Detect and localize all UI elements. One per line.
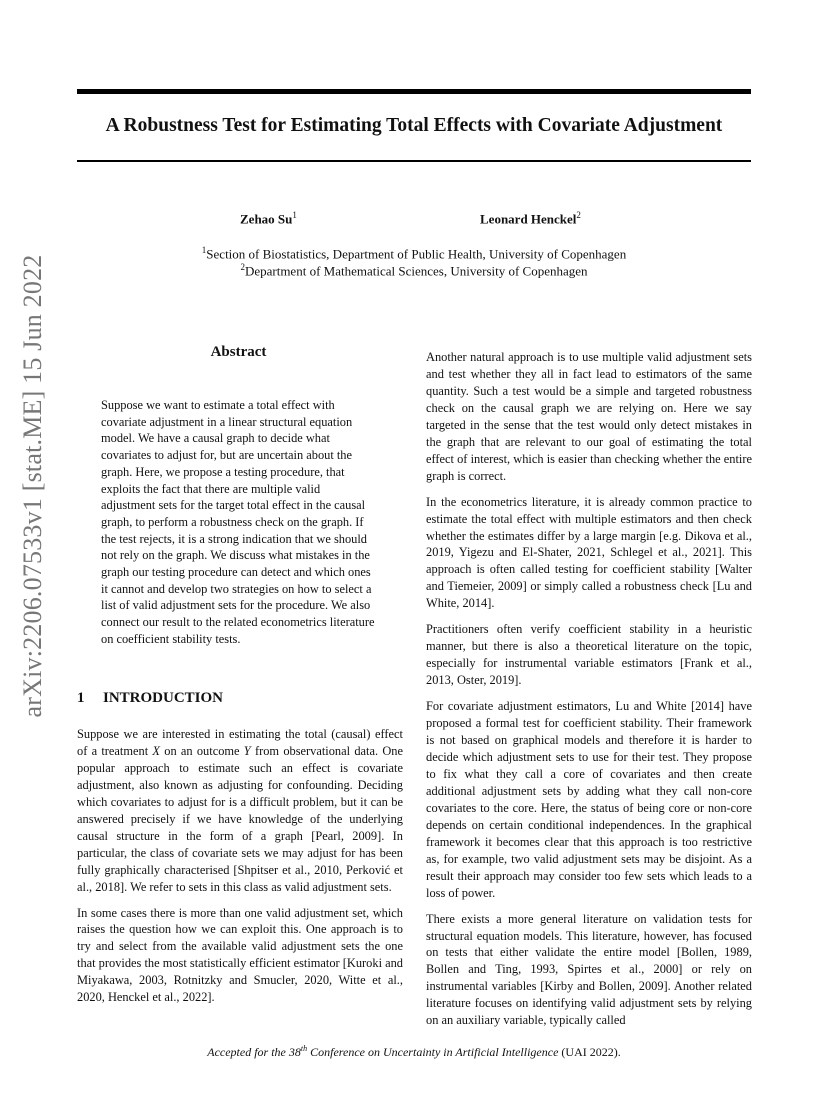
paragraph: Practitioners often verify coefficient stability in a heuristic manner, but there is also a theoretical literature on the topic, especially for instrumental variable estimators [Frank et al., 2013, Oster, 2019]. (426, 622, 752, 688)
author-affiliation-mark: 2 (576, 210, 581, 220)
affiliation-mark: 1 (201, 245, 207, 255)
conference-footer (77, 1044, 751, 1060)
footer-conference: Conference on Uncertainty in Artificial Intelligence (307, 1045, 559, 1059)
author-name: Zehao Su (240, 211, 293, 227)
affiliation-text: Department of Mathematical Sciences, University of Copenhagen (244, 263, 588, 279)
math-variable: Y (243, 743, 251, 758)
author-1 (240, 210, 297, 227)
footer-suffix: (UAI 2022). (558, 1045, 621, 1059)
author-name: Leonard Henckel (480, 211, 577, 227)
paragraph (77, 726, 403, 896)
title-top-rule (77, 89, 751, 94)
text-run: Suppose we are interested in estimating the total (causal) effect of a treatment (77, 727, 403, 758)
paragraph: Another natural approach is to use multiple valid adjustment sets and test whether they all in fact lead to estimators of the same quantity. Such a test would be a simple and targeted robustness check on the causal graph we are relying on. Here we say targeted in the sense that the test would only detect mistakes in the graph that are relevant to our goal of estimating the total effect of interest, which is easier than checking whether the entire graph is correct. (426, 350, 752, 483)
title-bottom-rule (77, 160, 751, 162)
abstract-heading: Abstract (210, 344, 267, 360)
section-title: INTRODUCTION (103, 690, 224, 706)
footer-ordinal: th (300, 1044, 308, 1053)
paragraph: In some cases there is more than one valid adjustment set, which raises the question how we can exploit this. One approach is to try and select from the available valid adjustment sets the one that provides the most statistically efficient estimator [Kuroki and Miyakawa, 2003, Rotnitzky and Smucler, 2020, Witte et al., 2020, Henckel et al., 2022]. (77, 905, 403, 1005)
footer-prefix: Accepted for the 38 (207, 1045, 301, 1059)
arxiv-identifier: arXiv:2206.07533v1 [stat.ME] 15 Jun 2022 (18, 254, 47, 718)
affiliation-2 (77, 262, 751, 279)
arxiv-sidebar (0, 0, 62, 1100)
affiliation-text: Section of Biostatistics, Department of Public Health, University of Copenhagen (206, 246, 627, 262)
paragraph: There exists a more general literature on validation tests for structural equation models. This literature, however, has focused on tests that either validate the entire model [Bollen, 1989, Bollen and Ting, 1993, Spirtes et al., 2000] or rely on instrumental variables [Kirby and Bollen, 2009]. Another related literature focuses on identifying valid adjustment sets by relying on an auxiliary variable, typically called (426, 911, 752, 1028)
paper-title: A Robustness Test for Estimating Total Effects with Covariate Adjustment (105, 115, 723, 136)
section-number: 1 (77, 690, 85, 706)
author-2 (480, 210, 581, 227)
left-column (77, 726, 403, 1015)
affiliation-1 (77, 245, 751, 262)
author-affiliation-mark: 1 (292, 210, 297, 220)
right-column (426, 349, 752, 1038)
abstract-text: Suppose we want to estimate a total effect with covariate adjustment in a linear structural equation model. We have a causal graph to decide what covariates to adjust for, but are uncertain about the graph. Here, we propose a testing procedure, that exploits the fact that there are multiple valid adjustment sets for the target total effect in the causal graph, to perform a robustness check on the graph. If the test rejects, it is a strong indication that we should not rely on the graph. We discuss what mistakes in the graph our testing procedure can detect and which ones it cannot and develop two strategies on how to select a list of valid adjustment sets for the procedure. We also connect our result to the related econometrics literature on coefficient stability tests. (101, 398, 375, 646)
paragraph: For covariate adjustment estimators, Lu and White [2014] have proposed a formal test for coefficient stability. Their framework is not based on graphical models and therefore it is harder to decide which adjustment sets to use for their test. They propose to fix what they call a core of covariates and then create additional adjustment sets by adding what they call non-core covariates to the core. Here, the status of being core or non-core depends on certain conditional independences. In the graphical framework it becomes clear that this approach is too restrictive as, for example, two valid adjustment sets may be disjoint. As a result their approach may consider too few sets which leads to a loss of power. (426, 699, 752, 900)
text-run: from observational data. One popular approach to estimate such an effect is covariate adjustment, also known as adjusting for confounding. Deciding which covariates to adjust for is a difficult problem, but it can be answered precisely if we have knowledge of the underlying causal structure in the form of a graph [Pearl, 2009]. In particular, the class of covariate sets we may adjust for has been fully graphically characterised [Shpitser et al., 2010, Perković et al., 2018]. We refer to sets in this class as valid adjustment sets. (77, 743, 403, 894)
affiliation-mark: 2 (240, 262, 245, 272)
text-run: on an outcome (159, 743, 244, 758)
paragraph: In the econometrics literature, it is already common practice to estimate the total effect with multiple estimators and then check whether the estimates differ by a large margin [e.g. Dikova et al., 2019, Yigezu and El-Shater, 2021, Schlegel et al., 2021]. This approach is often called testing for coefficient stability [Walter and Tiemeier, 2009] or simply called a robustness check [Lu and White, 2014]. (426, 494, 752, 611)
math-variable: X (152, 743, 160, 758)
section-heading (77, 690, 223, 707)
